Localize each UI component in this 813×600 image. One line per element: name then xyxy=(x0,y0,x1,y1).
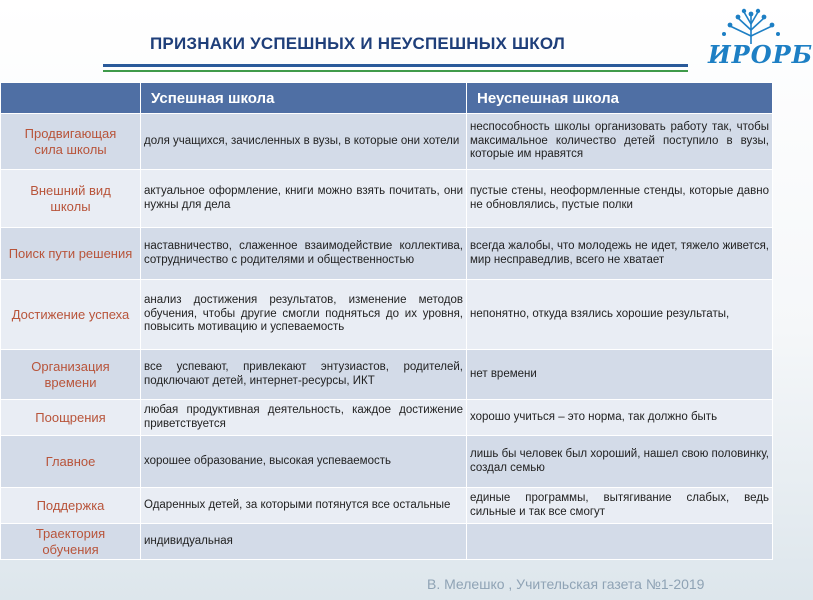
row-label-text: Поддержка xyxy=(36,497,105,513)
institute-logo xyxy=(708,6,813,78)
row-label xyxy=(1,170,141,228)
table-header-row xyxy=(1,83,773,114)
slide-title: ПРИЗНАКИ УСПЕШНЫХ И НЕУСПЕШНЫХ ШКОЛ xyxy=(150,34,565,53)
row-label-text: Главное xyxy=(45,453,96,469)
unsuccessful-cell: лишь бы человек был хороший, нашел свою половинку, создал семью xyxy=(467,436,773,488)
header-unsuccessful-school: Неуспешная школа xyxy=(467,83,773,114)
table-row xyxy=(1,400,773,436)
unsuccessful-cell: хорошо учиться – это норма, так должно быть xyxy=(467,400,773,436)
table-row xyxy=(1,280,773,350)
source-citation: В. Мелешко , Учительская газета №1-2019 xyxy=(427,576,705,592)
row-label-text: Поиск пути решения xyxy=(8,245,133,261)
unsuccessful-cell: единые программы, вытягивание слабых, ведь сильные и так все смогут xyxy=(467,488,773,524)
successful-cell: анализ достижения результатов, изменение методов обучения, чтобы другие смогли подняться до их уровня, повысить мотивацию и успеваемость xyxy=(141,280,467,350)
title-underline-green xyxy=(103,70,688,72)
table-row xyxy=(1,436,773,488)
table-row xyxy=(1,228,773,280)
table-row xyxy=(1,114,773,170)
successful-cell: доля учащихся, зачисленных в вузы, в которые они хотели xyxy=(141,114,467,170)
table-row xyxy=(1,350,773,400)
row-label-text: Продвигающая сила школы xyxy=(24,125,117,157)
row-label-text: Траектория обучения xyxy=(35,525,106,557)
row-label xyxy=(1,400,141,436)
row-label xyxy=(1,350,141,400)
table-row xyxy=(1,524,773,560)
successful-cell: все успевают, привлекают энтузиастов, родителей, подключают детей, интернет-ресурсы, ИКТ xyxy=(141,350,467,400)
row-label xyxy=(1,488,141,524)
unsuccessful-cell: всегда жалобы, что молодежь не идет, тяжело живется, мир несправедлив, всего не хватает xyxy=(467,228,773,280)
header-successful-school: Успешная школа xyxy=(141,83,467,114)
unsuccessful-cell: пустые стены, неоформленные стенды, которые давно не обновлялись, пустые полки xyxy=(467,170,773,228)
row-label-text: Организация времени xyxy=(31,358,110,390)
comparison-table xyxy=(0,82,773,560)
title-underline-blue xyxy=(103,64,688,67)
table-row xyxy=(1,170,773,228)
row-label xyxy=(1,524,141,560)
row-label xyxy=(1,114,141,170)
successful-cell: индивидуальная xyxy=(141,524,467,560)
successful-cell: хорошее образование, высокая успеваемость xyxy=(141,436,467,488)
row-label xyxy=(1,436,141,488)
row-label-text: Внешний вид школы xyxy=(30,182,111,214)
logo-wordmark: ИРОРБ xyxy=(708,40,813,69)
row-label xyxy=(1,228,141,280)
successful-cell: актуальное оформление, книги можно взять почитать, они нужны для дела xyxy=(141,170,467,228)
unsuccessful-cell: неспособность школы организовать работу так, чтобы максимальное количество детей поступило в вузы, которые им нравятся xyxy=(467,114,773,170)
successful-cell: любая продуктивная деятельность, каждое достижение приветствуется xyxy=(141,400,467,436)
header-corner xyxy=(1,83,141,114)
table-row xyxy=(1,488,773,524)
row-label-text: Поощрения xyxy=(35,409,106,425)
unsuccessful-cell: нет времени xyxy=(467,350,773,400)
successful-cell: Одаренных детей, за которыми потянутся все остальные xyxy=(141,488,467,524)
unsuccessful-cell xyxy=(467,524,773,560)
unsuccessful-cell: непонятно, откуда взялись хорошие результаты, xyxy=(467,280,773,350)
successful-cell: наставничество, слаженное взаимодействие коллектива, сотрудничество с родителями и общественностью xyxy=(141,228,467,280)
row-label-text: Достижение успеха xyxy=(11,306,130,322)
row-label xyxy=(1,280,141,350)
